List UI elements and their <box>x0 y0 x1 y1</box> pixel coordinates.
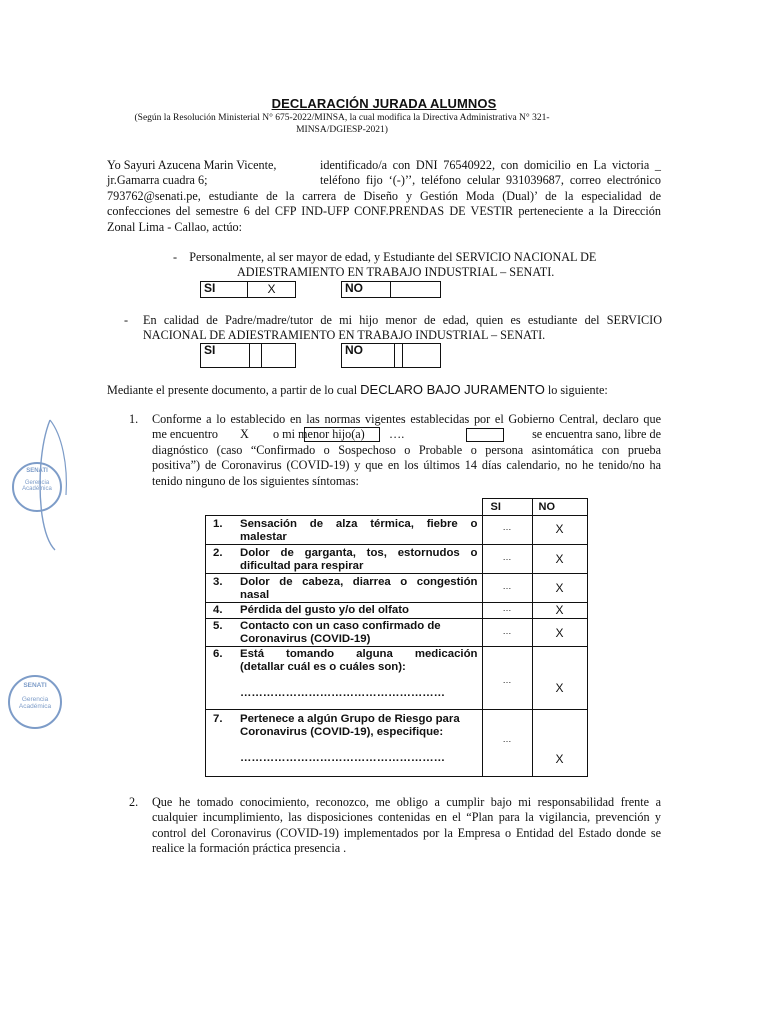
table-row: 4. Pérdida del gusto y/o del olfato … X <box>206 603 588 619</box>
row7-no[interactable]: X <box>532 710 587 777</box>
table-row: 1. Sensación de alza térmica, fiebre o malestar … X <box>206 516 588 545</box>
option1-si-mark: X <box>247 282 295 297</box>
table-row: 3. Dolor de cabeza, diarrea o congestión nasal … X <box>206 574 588 603</box>
item2-text: Que he tomado conocimiento, reconozco, me obligo a cumplir bajo mi responsabilidad frente a cualquier incumplimiento, las disposiciones contenidas en el “Plan para la vigilancia, prevención y control del Coronavirus (COVID-19) implementados por la Empresa o Entidad del Estado donde se realice la formación práctica presencia . <box>152 795 661 856</box>
table-row: 5. Contacto con un caso confirmado de Coronavirus (COVID-19) … X <box>206 619 588 647</box>
option1-si-box[interactable]: SI X <box>200 281 296 298</box>
item1-blank-box[interactable] <box>466 428 504 442</box>
col-si-header: SI <box>482 499 532 516</box>
option1-text: - Personalmente, al ser mayor de edad, y Estudiante del SERVICIO NACIONAL DE ADIESTRAMIENTO EN TRABAJO INDUSTRIAL – SENATI. <box>173 250 597 279</box>
option2-text: - En calidad de Padre/madre/tutor de mi hijo menor de edad, quien es estudiante del SERVICIO NACIONAL DE ADIESTRAMIENTO EN TRABAJO INDUSTRIAL – SENATI. <box>124 313 662 342</box>
row4-si[interactable]: … <box>482 603 532 619</box>
item1-text: Conforme a lo establecido en las normas vigentes establecidas por el Gobierno Central, declaro que me encuentro X o mi menor hijo(a) …. se encuentra sano, libre de diagnóstico (caso “Confirmado o Sospechoso o Probable o persona asintomática con prueba positiva”) de Coronavirus (COVID-19) y que en los últimos 14 días calendario, no he tenido/no ha tenido ninguno de los siguientes síntomas: <box>152 412 661 488</box>
option2-no-box[interactable]: NO <box>341 343 441 368</box>
menor-hijo-box <box>304 427 380 442</box>
row2-no[interactable]: X <box>532 545 587 574</box>
row5-si[interactable]: … <box>482 619 532 647</box>
item2-number: 2. <box>129 795 139 809</box>
row6-si[interactable]: … <box>482 647 532 710</box>
row3-no[interactable]: X <box>532 574 587 603</box>
row1-no[interactable]: X <box>532 516 587 545</box>
declaration-line: Mediante el presente documento, a partir de lo cual DECLARO BAJO JURAMENTO lo siguiente: <box>107 382 608 397</box>
symptoms-table <box>205 498 588 777</box>
table-row: 7. Pertenece a algún Grupo de Riesgo para Coronavirus (COVID-19), especifique: ……………………………………………… … X <box>206 710 588 777</box>
senati-seal-bottom: SENATI Gerencia Académica <box>8 675 62 729</box>
senati-seal-top: SENATI Gerencia Académica <box>12 462 62 512</box>
row4-no[interactable]: X <box>532 603 587 619</box>
row2-si[interactable]: … <box>482 545 532 574</box>
document-subtitle: (Según la Resolución Ministerial N° 675-2022/MINSA, la cual modifica la Directiva Administrativa N° 321- MINSA/DGIESP-2021) <box>134 113 550 135</box>
intro-paragraph: Yo Sayuri Azucena Marin Vicente, identificado/a con DNI 76540922, con domicilio en La victoria _ jr.Gamarra cuadra 6; teléfono fijo ‘(-)’’, teléfono celular 931039687, correo electrónico 793762@senati.pe, estudiante de la carrera de Diseño y Gestión Moda (Dual)’ de la especialidad de confecciones del semestre 6 del CFP IND-UFP CONF.PRENDAS DE VESTIR perteneciente a la Dirección Zonal Lima - Callao, actúo: <box>107 158 661 234</box>
table-row: 2. Dolor de garganta, tos, estornudos o dificultad para respirar … X <box>206 545 588 574</box>
col-no-header: NO <box>532 499 587 516</box>
option1-no-mark <box>390 282 440 297</box>
row3-si[interactable]: … <box>482 574 532 603</box>
row5-no[interactable]: X <box>532 619 587 647</box>
item1-number: 1. <box>129 412 139 426</box>
document-title: DECLARACIÓN JURADA ALUMNOS <box>271 96 497 111</box>
row6-no[interactable]: X <box>532 647 587 710</box>
option2-si-box[interactable]: SI <box>200 343 296 368</box>
row7-si[interactable]: … <box>482 710 532 777</box>
table-row: 6. Está tomando alguna medicación (detallar cuál es o cuáles son): ……………………………………………… … X <box>206 647 588 710</box>
row1-si[interactable]: … <box>482 516 532 545</box>
option1-no-box[interactable]: NO <box>341 281 441 298</box>
